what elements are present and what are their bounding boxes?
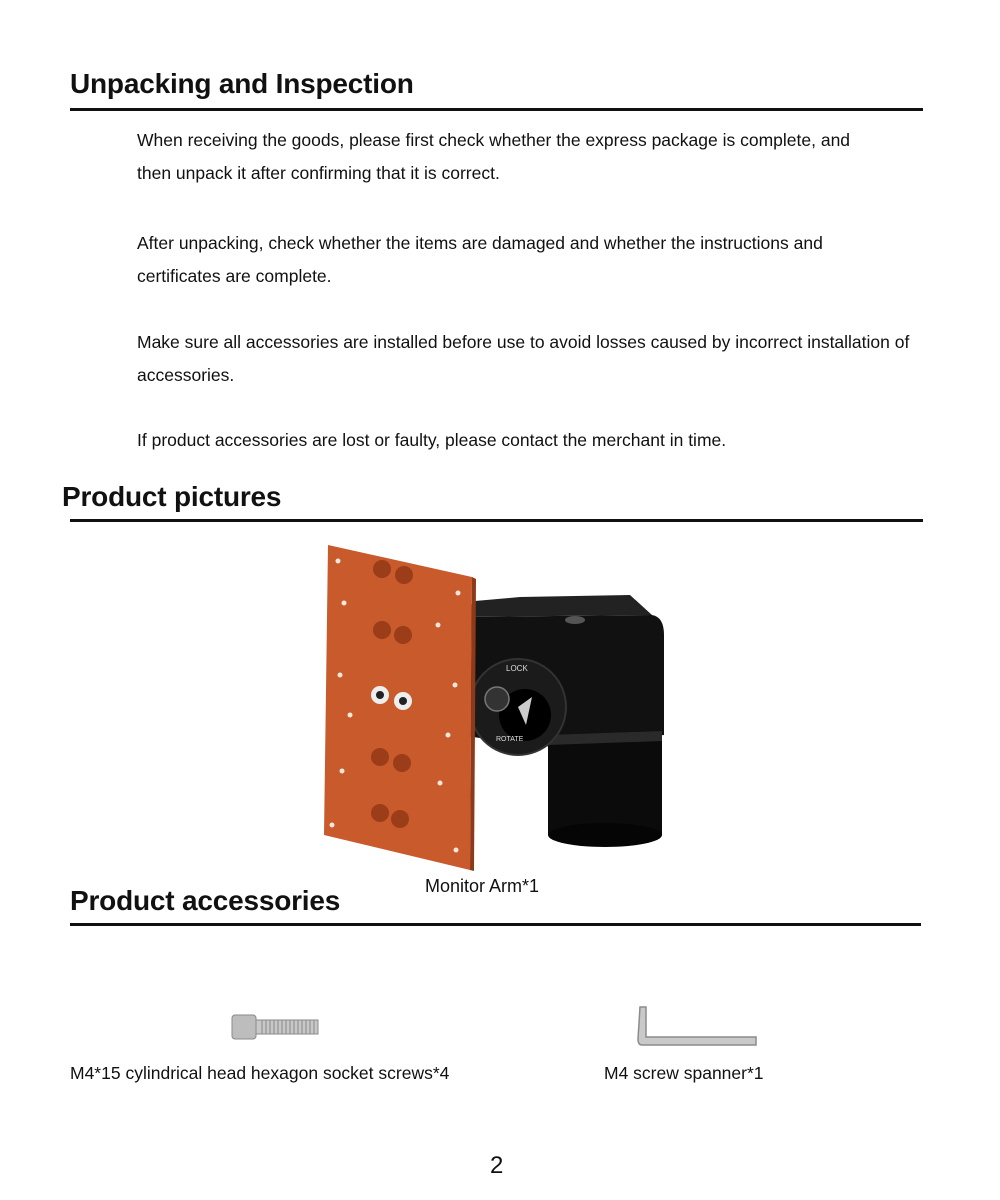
page-number: 2 [490, 1152, 504, 1179]
screw-caption: M4*15 cylindrical head hexagon socket screws*4 [70, 1063, 450, 1083]
unpacking-paragraph-3: Make sure all accessories are installed before use to avoid losses caused by incorrect installation of accessories. [137, 332, 910, 385]
arm-top-screw [565, 616, 585, 624]
unpacking-paragraph-4: If product accessories are lost or faulty, please contact the merchant in time. [137, 430, 727, 450]
pictures-divider [70, 519, 923, 522]
arm-cylinder-base [548, 823, 662, 847]
unpacking-paragraph-1: When receiving the goods, please first check whether the express package is complete, and then unpack it after confirming that it is correct. [137, 130, 851, 183]
unpacking-title: Unpacking and Inspection [70, 68, 414, 99]
spanner-caption: M4 screw spanner*1 [604, 1063, 764, 1083]
accessories-divider [70, 923, 921, 926]
unpacking-paragraph-2: After unpacking, check whether the items are damaged and whether the instructions and certificates are complete. [137, 233, 823, 286]
arm-caption: Monitor Arm*1 [425, 876, 540, 896]
lock-knob [485, 687, 509, 711]
accessories-title: Product accessories [70, 885, 341, 916]
arm-top-face [460, 595, 652, 617]
knob-rotate-label: ROTATE [496, 736, 524, 743]
monitor-arm-photo [300, 535, 680, 875]
pictures-title: Product pictures [62, 481, 282, 512]
hex-key-icon [630, 1003, 765, 1053]
screw-icon [230, 1011, 322, 1043]
unpacking-divider [70, 108, 923, 111]
knob-lock-label: LOCK [506, 664, 528, 673]
